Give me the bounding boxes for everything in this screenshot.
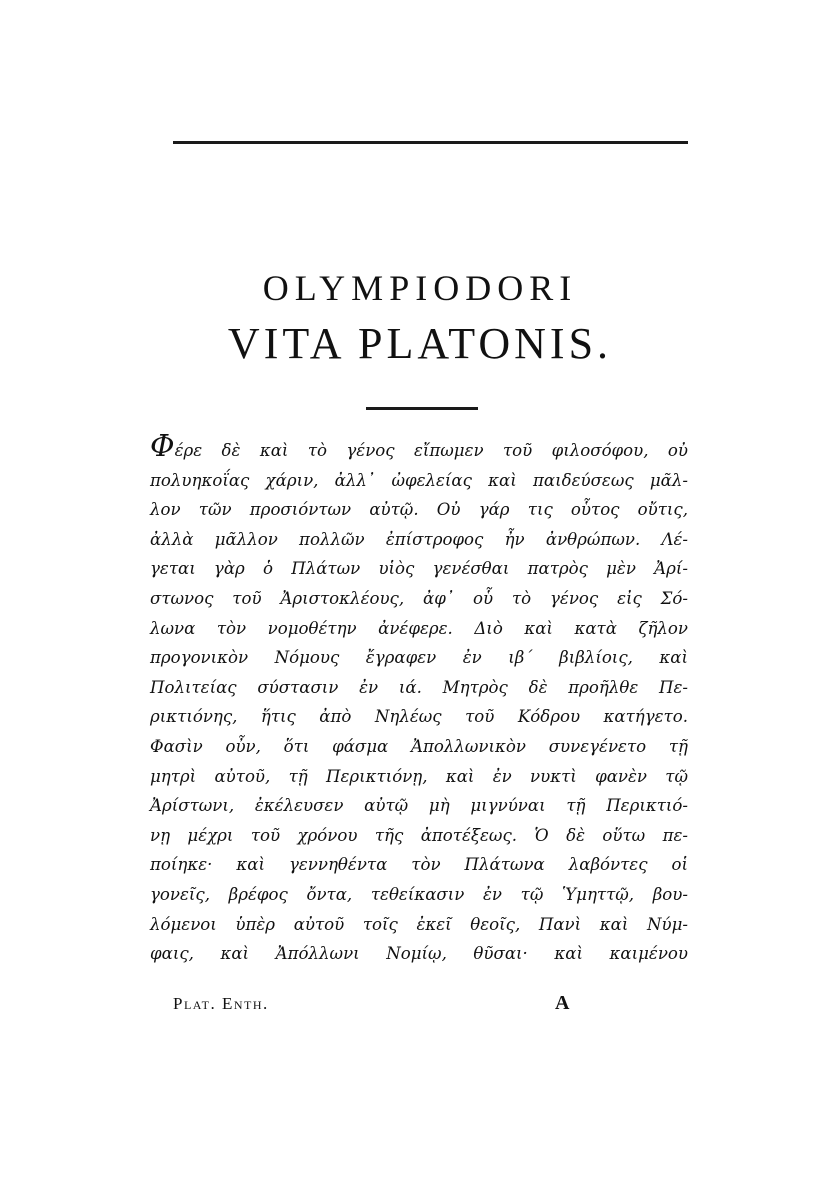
text-line: Ἀρίστωνι, ἐκέλευσεν αὐτῷ μὴ μιγνύναι τῇ Περικτιό- — [150, 796, 688, 816]
text-line: ποίηκε· καὶ γεννηθέντα τὸν Πλάτωνα λαβόντες οἱ — [150, 855, 688, 875]
text-line — [150, 429, 688, 466]
title-author: OLYMPIODORI — [262, 268, 578, 308]
text-line: λόμενοι ὑπὲρ αὐτοῦ τοῖς ἐκεῖ θεοῖς, Πανὶ καὶ Νύμ- — [150, 914, 688, 934]
text-line: φαις, καὶ Ἀπόλλωνι Νομίῳ, θῦσαι· καὶ καιμένου — [150, 944, 688, 964]
text-line: πολυηκοΐας χάριν, ἀλλ᾽ ὠφελείας καὶ παιδεύσεως μᾶλ- — [150, 470, 688, 490]
signature-mark: A — [555, 992, 570, 1014]
text-line: λωνα τὸν νομοθέτην ἀνέφερε. Διὸ καὶ κατὰ ζῆλον — [150, 618, 688, 638]
text-line: γονεῖς, βρέφος ὄντα, τεθείκασιν ἐν τῷ Ὑμηττῷ, βου- — [150, 884, 688, 904]
text-line: προγονικὸν Νόμους ἔγραφεν ἐν ιβ΄ βιβλίοις, καὶ — [150, 648, 688, 668]
text-line: ρικτιόνης, ἥτις ἀπὸ Νηλέως τοῦ Κόδρου κατήγετο. — [150, 707, 688, 727]
main-text — [150, 429, 688, 969]
text-line: νῃ μέχρι τοῦ χρόνου τῆς ἀποτέξεως. Ὁ δὲ οὕτω πε- — [150, 825, 688, 845]
top-rule — [173, 141, 688, 144]
text-line: στωνος τοῦ Ἀριστοκλέους, ἀφ᾽ οὗ τὸ γένος εἰς Σό- — [150, 588, 688, 608]
text-line-content: έρε δὲ καὶ τὸ γένος εἴπωμεν τοῦ φιλοσόφου, οὐ — [174, 441, 688, 460]
text-line: Φασὶν οὖν, ὅτι φάσμα Ἀπολλωνικὸν συνεγένετο τῇ — [150, 736, 688, 756]
text-line: γεται γὰρ ὁ Πλάτων υἱὸς γενέσθαι πατρὸς μὲν Ἀρί- — [150, 559, 688, 579]
drop-initial: Φ — [150, 429, 175, 464]
text-line: Πολιτείας σύστασιν ἐν ιά. Μητρὸς δὲ προῆλθε Πε- — [150, 677, 688, 697]
title-work: VITA PLATONIS. — [227, 319, 613, 368]
running-title: Plat. Enth. — [173, 994, 269, 1013]
text-line: μητρὶ αὐτοῦ, τῇ Περικτιόνῃ, καὶ ἐν νυκτὶ φανὲν τῷ — [150, 766, 688, 786]
ornamental-rule — [366, 407, 478, 410]
text-line: λον τῶν προσιόντων αὐτῷ. Οὐ γάρ τις οὗτος οὔτις, — [150, 500, 688, 520]
page-footer — [173, 994, 593, 1020]
text-line: ἀλλὰ μᾶλλον πολλῶν ἐπίστροφος ἦν ἀνθρώπων. Λέ- — [150, 529, 688, 549]
